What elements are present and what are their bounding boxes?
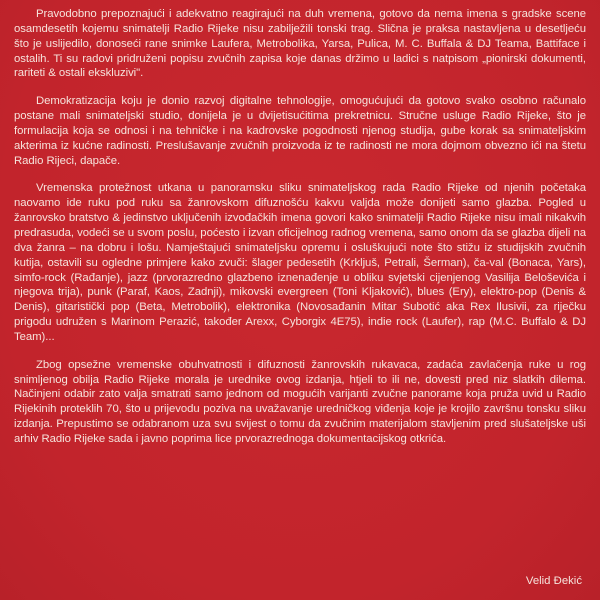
paragraph-1: Pravodobno prepoznajući i adekvatno reagirajući na duh vremena, gotovo da nema imena s gradske scene osamdesetih kojemu snimatelji Radio Rijeke nisu zabilježili tonski trag. Slična je praksa nastavljena u desetljeću što je uslijedilo, donoseći rane snimke Laufera, Metrobolika, Yarsa, Pulica, M. C. Buffala & DJ Teama, Battiface i ostalih. Ti su radovi pridruženi popisu zvučnih zapisa koje danas držimo u ladici s natpisom „pionirski dokumenti, rariteti & ostali ekskluzivi". [14,8,586,80]
paragraph-2: Demokratizacija koju je donio razvoj digitalne tehnologije, omogućujući da gotovo svako osobno računalo postane mali snimateljski studio, donijela je u dvijetisućitima prekretnicu. Stručne usluge Radio Rijeke, što je formulacija koja se odnosi i na tehničke i na kadrovske pogodnosti njenog studija, gube korak sa snimateljskim akterima iz kućne radinosti. Preslušavanje zvučnih proizvoda iz te radinosti ne mora dojmom obvezno ići na štetu Radio Rijeci, dapače. [14,95,586,167]
paragraph-3: Vremenska protežnost utkana u panoramsku sliku snimateljskog rada Radio Rijeke od njenih početaka naovamo ide ruku pod ruku sa žanrovskom difuznošću kakvu valjda može donijeti samo glazba. Pogled u žanrovsko bratstvo & jedinstvo uključenih izvođačkih imena govori kako snimatelji Radio Rijeke nisu imali nikakvih predrasuda, vodeći se u svom poslu, poćesto i izvan oficijelnog radnog vremena, samo onom da se glazba dijeli na dva žanra – na dobru i lošu. Namještajući snimateljsku opremu i osluškujući note što stižu iz studijskih zvučnih kutija, ostavili su ogledne primjere kako zvuči: šlager pedesetih (Krkljuš, Petrali, Šerman), ča-val (Bonaca, Yars), simfo-rock (Rađanje), jazz (prvorazredno glazbeno iznenađenje u obliku svjetski cijenjenog Vasilija Beloševića i njegova trija), punk (Paraf, Kaos, Zadnji), mikovski evergreen (Toni Kljaković), blues (Ery), elektro-pop (Denis & Denis), gitaristički pop (Beta, Metrobolik), elektronika (Novosađanin Mitar Subotić aka Rex Ilusivii, za riječku prigodu udružen s Marinom Perazić, također Arexx, Cyborgix 4E75), indie rock (Laufer), rap (M.C. Buffalo & DJ Team)... [14,182,586,343]
author-signature: Velid Đekić [525,575,582,587]
paragraph-4: Zbog opsežne vremenske obuhvatnosti i difuznosti žanrovskih rukavaca, zadaća zavlačenja ruke u rog snimljenog obilja Radio Rijeke morala je urednike ovog izdanja, htjeli to ili ne, dovesti pred niz slatkih dilema. Načinjeni odabir zato valja smatrati samo jednom od mogućih varijanti zvučne panorame koja pruža uvid u Radio Rijekinih proteklih 70, što u prijevodu poziva na uvažavanje uredničkog viđenja koje je krojilo završnu tonsku sliku izdanja. Prepustimo se odabranom uza svu svijest o tomu da zvučnim materijalom stavljenim pred slušateljske uši arhiv Radio Rijeke sada i javno poprima lice prvorazrednoga dokumentacijskog otkrića. [14,358,586,445]
